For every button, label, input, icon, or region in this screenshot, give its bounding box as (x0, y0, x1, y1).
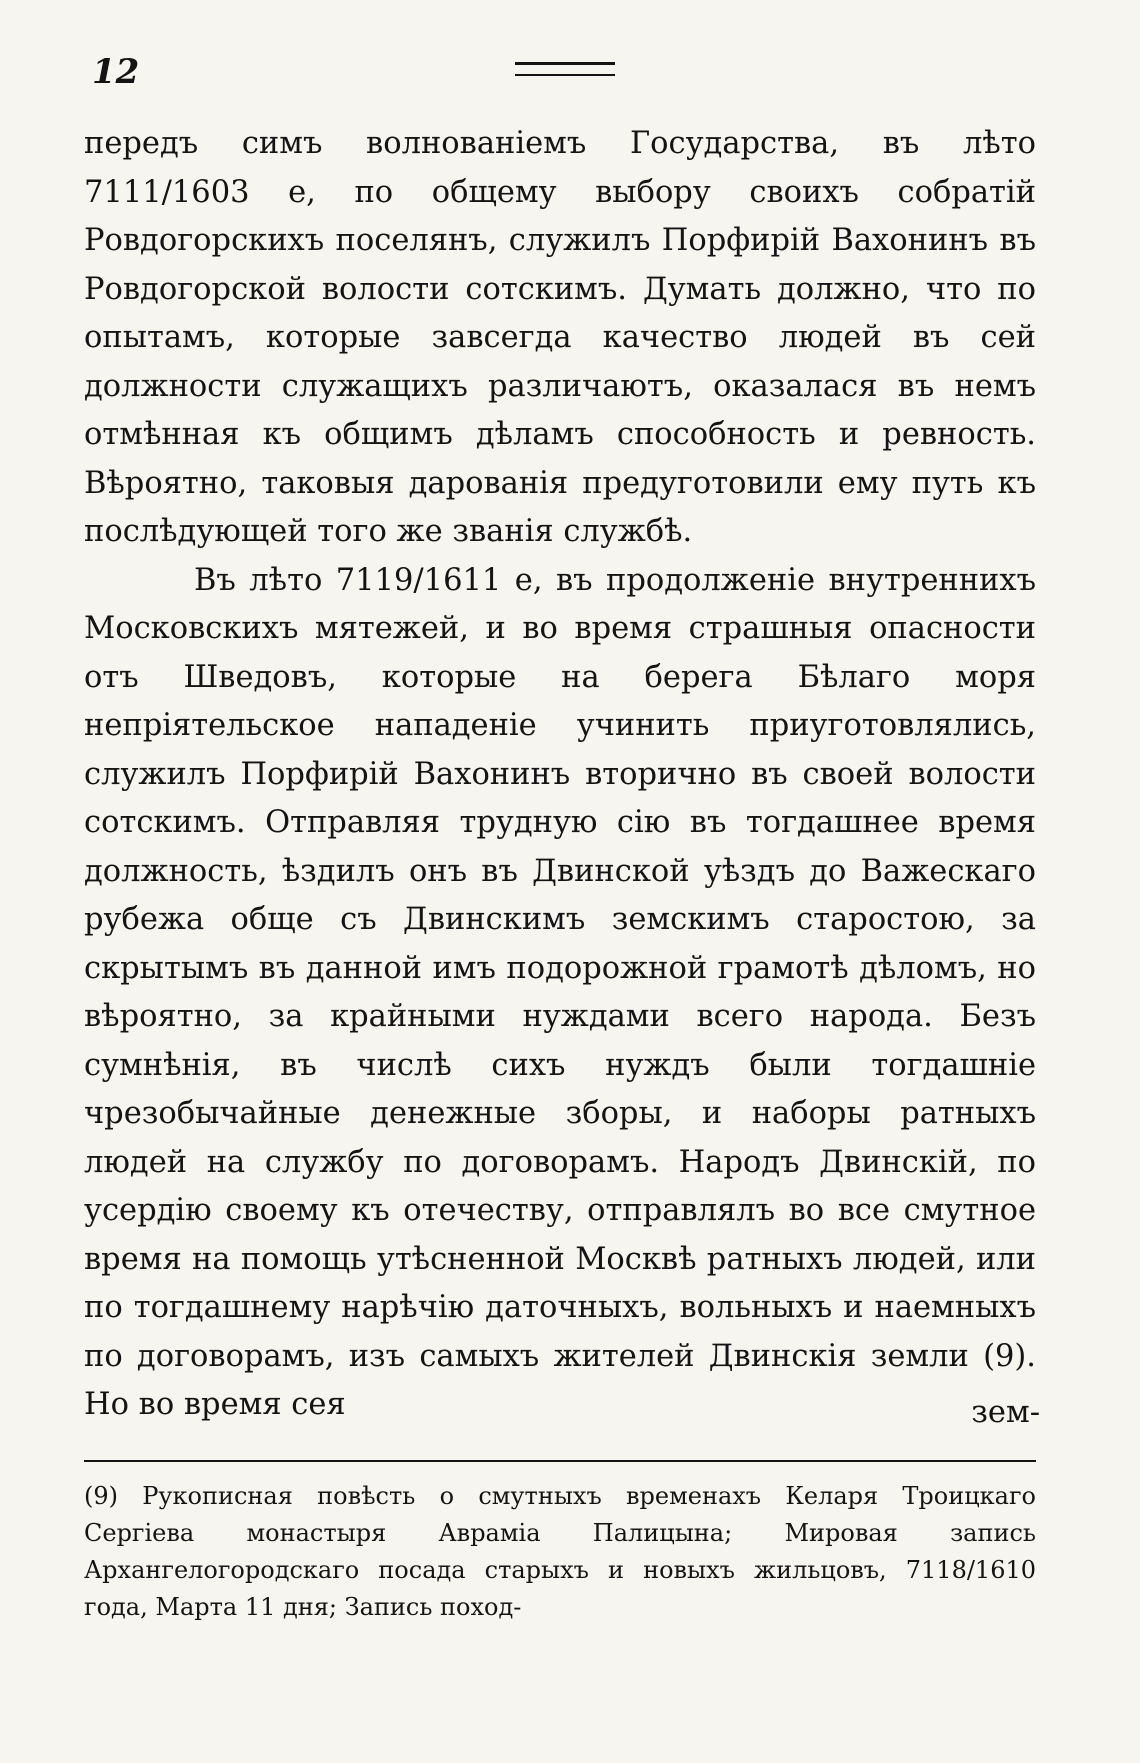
catchword: зем- (971, 1395, 1040, 1430)
body-text (84, 120, 1036, 1430)
footnote: (9) Рукописная повѣсть о смутныхъ временахъ Келаря Троицкаго Сергіева монастыря Авраміа Палицына; Мировая запись Архангелогородскаго посада старыхъ и новыхъ жильцовъ, 7118/1610 года, Марта 11 дня; Запись поход- (84, 1482, 1036, 1621)
paragraph-2: Въ лѣто 7119/1611 е, въ продолженіе внутреннихъ Московскихъ мятежей, и во время страшныя опасности отъ Шведовъ, которые на берега Бѣлаго моря непріятельское нападеніе учинить приуготовлялись, служилъ Порфирій Вахонинъ вторично въ своей волости сотскимъ. Отправляя трудную сію въ тогдашнее время должность, ѣздилъ онъ въ Двинской уѣздъ до Важескаго рубежа обще съ Двинскимъ земскимъ старостою, за скрытымъ въ данной имъ подорожной грамотѣ дѣломъ, но вѣроятно, за крайными нуждами всего народа. Безъ сумнѣнія, въ числѣ сихъ нуждъ были тогдашніе чрезобычайные денежные зборы, и наборы ратныхъ людей на службу по договорамъ. Народъ Двинскій, по усердію своему къ отечеству, отправлялъ во все смутное время на помощь утѣсненной Москвѣ ратныхъ людей, или по тогдашнему нарѣчію даточныхъ, вольныхъ и наемныхъ по договорамъ, изъ самыхъ жителей Двинскія земли (9). Но во время сея (84, 562, 1036, 1422)
page-number: 12 (92, 52, 140, 92)
footnote-rule (84, 1460, 1036, 1462)
paragraph-1: передъ симъ волнованіемъ Государства, въ лѣто 7111/1603 е, по общему выбору своихъ собратій Ровдогорскихъ поселянъ, служилъ Порфирій Вахонинъ въ Ровдогорской волости сотскимъ. Думать должно, что по опытамъ, которые завсегда качество людей въ сей должности служащихъ различаютъ, оказалася въ немъ отмѣнная къ общимъ дѣламъ способность и ревность. Вѣроятно, таковыя дарованія предуготовили ему путь къ послѣдующей того же званія службѣ. (84, 126, 1036, 549)
header-rule (515, 62, 615, 76)
